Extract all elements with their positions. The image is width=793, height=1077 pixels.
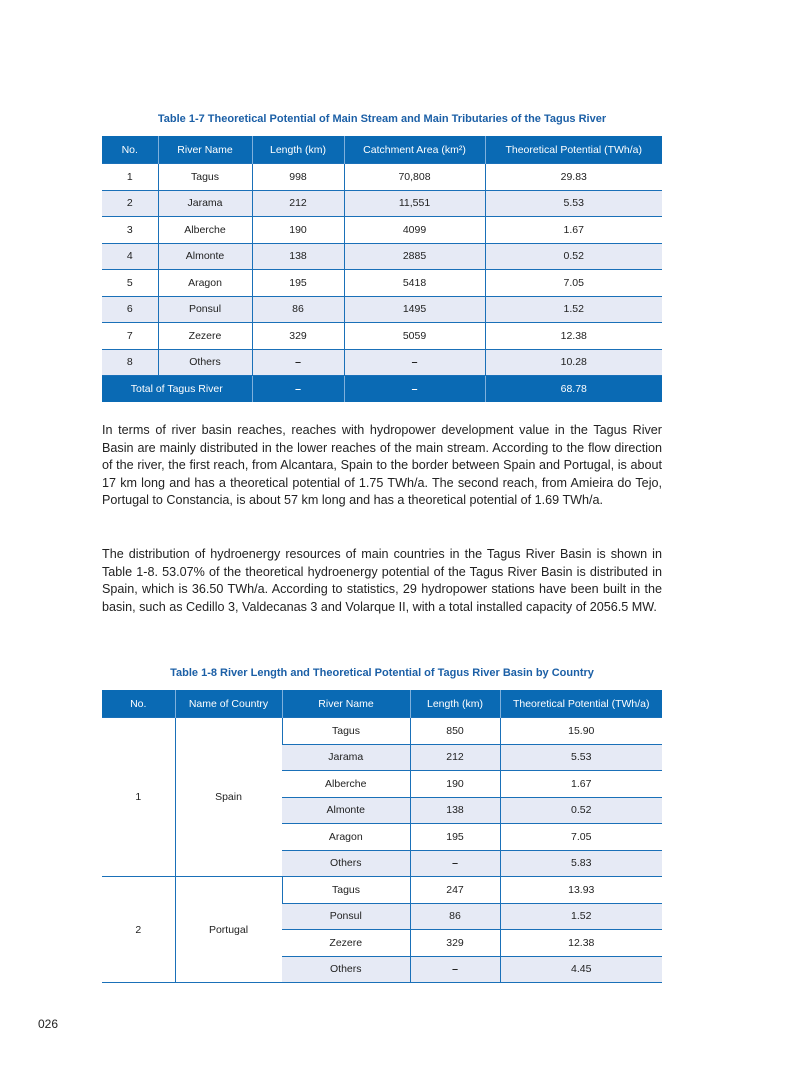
table-cell: – xyxy=(344,376,485,402)
table-cell: 1.67 xyxy=(500,771,662,798)
table-cell: 0.52 xyxy=(500,797,662,824)
table-row xyxy=(102,190,662,217)
table-row xyxy=(102,296,662,323)
table-cell: 7 xyxy=(102,323,158,350)
table-cell: Others xyxy=(282,850,410,877)
table-cell: 5 xyxy=(102,270,158,297)
table-cell: 8 xyxy=(102,349,158,376)
table-cell: 12.38 xyxy=(500,930,662,957)
column-header: River Name xyxy=(282,690,410,718)
table-cell: 5059 xyxy=(344,323,485,350)
table-row xyxy=(102,349,662,376)
table-cell: Others xyxy=(282,956,410,983)
column-header: No. xyxy=(102,136,158,164)
table-cell: 70,808 xyxy=(344,164,485,191)
table-cell: 3 xyxy=(102,217,158,244)
table-cell: Tagus xyxy=(282,877,410,904)
table-cell: 15.90 xyxy=(500,718,662,745)
table-cell: 7.05 xyxy=(500,824,662,851)
table-cell: 850 xyxy=(410,718,500,745)
table-row xyxy=(102,877,662,904)
column-header: No. xyxy=(102,690,175,718)
table-cell: 11,551 xyxy=(344,190,485,217)
table-row xyxy=(102,164,662,191)
group-number: 1 xyxy=(102,718,175,877)
column-header: Theoretical Potential (TWh/a) xyxy=(485,136,662,164)
table-cell: 4.45 xyxy=(500,956,662,983)
table-cell: 86 xyxy=(410,903,500,930)
column-header: Theoretical Potential (TWh/a) xyxy=(500,690,662,718)
table-cell: 68.78 xyxy=(485,376,662,402)
table-cell: 12.38 xyxy=(485,323,662,350)
country-name: Portugal xyxy=(175,877,282,983)
table-cell: – xyxy=(252,376,344,402)
table-cell: 1.52 xyxy=(485,296,662,323)
table-1-8-caption: Table 1-8 River Length and Theoretical Potential of Tagus River Basin by Country xyxy=(170,667,594,679)
table-cell: Aragon xyxy=(282,824,410,851)
table-cell: Almonte xyxy=(282,797,410,824)
table-cell: 190 xyxy=(410,771,500,798)
page-number: 026 xyxy=(38,1017,59,1031)
table-cell: 1.52 xyxy=(500,903,662,930)
table-cell: Aragon xyxy=(158,270,252,297)
table-cell: Ponsul xyxy=(158,296,252,323)
table-cell: 4 xyxy=(102,243,158,270)
table-cell: Alberche xyxy=(282,771,410,798)
group-number: 2 xyxy=(102,877,175,983)
table-cell: – xyxy=(410,850,500,877)
table-cell: 138 xyxy=(410,797,500,824)
table-cell: Ponsul xyxy=(282,903,410,930)
table-row xyxy=(102,217,662,244)
table-1-7-caption: Table 1-7 Theoretical Potential of Main Stream and Main Tributaries of the Tagus River xyxy=(157,113,607,125)
table-cell: 247 xyxy=(410,877,500,904)
table-cell: Zezere xyxy=(158,323,252,350)
table-cell: Almonte xyxy=(158,243,252,270)
table-cell: 6 xyxy=(102,296,158,323)
table-row xyxy=(102,243,662,270)
table-cell: 2 xyxy=(102,190,158,217)
table-cell: 0.52 xyxy=(485,243,662,270)
column-header: River Name xyxy=(158,136,252,164)
table-cell: 1.67 xyxy=(485,217,662,244)
table-cell: 2885 xyxy=(344,243,485,270)
table-cell: 1 xyxy=(102,164,158,191)
table-cell: 195 xyxy=(252,270,344,297)
table-cell: 998 xyxy=(252,164,344,191)
total-row xyxy=(102,376,662,402)
table-cell: 195 xyxy=(410,824,500,851)
table-cell: Tagus xyxy=(282,718,410,745)
table-row xyxy=(102,718,662,745)
table-cell: 5.53 xyxy=(485,190,662,217)
column-header: Length (km) xyxy=(252,136,344,164)
table-cell: 329 xyxy=(410,930,500,957)
table-1-8 xyxy=(102,690,662,983)
table-cell: 7.05 xyxy=(485,270,662,297)
table-row xyxy=(102,270,662,297)
table-cell: 138 xyxy=(252,243,344,270)
table-cell: Tagus xyxy=(158,164,252,191)
table-cell: 10.28 xyxy=(485,349,662,376)
table-cell: – xyxy=(344,349,485,376)
table-cell: 86 xyxy=(252,296,344,323)
paragraph-river-reaches: In terms of river basin reaches, reaches with hydropower development value in the Tagus River Basin are mainly distributed in the lower reaches of the main stream. According to the flow direction of the river, the first reach, from Alcantara, Spain to the border between Spain and Portugal, is about 17 km long and has a theoretical potential of 1.75 TWh/a. The second reach, from Amieira do Tejo, Portugal to Constancia, is about 57 km long and has a theoretical potential of 1.69 TWh/a. xyxy=(102,423,662,508)
table-cell: Jarama xyxy=(158,190,252,217)
column-header: Catchment Area (km²) xyxy=(344,136,485,164)
country-name: Spain xyxy=(175,718,282,877)
table-cell: Jarama xyxy=(282,744,410,771)
table-cell: – xyxy=(252,349,344,376)
table-cell: Others xyxy=(158,349,252,376)
table-cell: 29.83 xyxy=(485,164,662,191)
table-cell: 329 xyxy=(252,323,344,350)
table-cell: 13.93 xyxy=(500,877,662,904)
table-cell: 5.53 xyxy=(500,744,662,771)
table-cell: Total of Tagus River xyxy=(102,376,252,402)
paragraph-country-distribution: The distribution of hydroenergy resources of main countries in the Tagus River Basin is shown in Table 1-8. 53.07% of the theoretical hydroenergy potential of the Tagus River Basin is distributed in Spain, which is 36.50 TWh/a. According to statistics, 29 hydropower stations have been built in the basin, such as Cedillo 3, Valdecanas 3 and Volarque II, with a total installed capacity of 2056.5 MW. xyxy=(102,547,662,614)
table-cell: 212 xyxy=(410,744,500,771)
table-cell: Zezere xyxy=(282,930,410,957)
column-header: Name of Country xyxy=(175,690,282,718)
table-cell: 5.83 xyxy=(500,850,662,877)
table-cell: 190 xyxy=(252,217,344,244)
table-cell: 212 xyxy=(252,190,344,217)
table-cell: 4099 xyxy=(344,217,485,244)
table-1-7 xyxy=(102,136,662,402)
table-cell: 1495 xyxy=(344,296,485,323)
table-cell: – xyxy=(410,956,500,983)
table-cell: 5418 xyxy=(344,270,485,297)
column-header: Length (km) xyxy=(410,690,500,718)
table-row xyxy=(102,323,662,350)
table-cell: Alberche xyxy=(158,217,252,244)
